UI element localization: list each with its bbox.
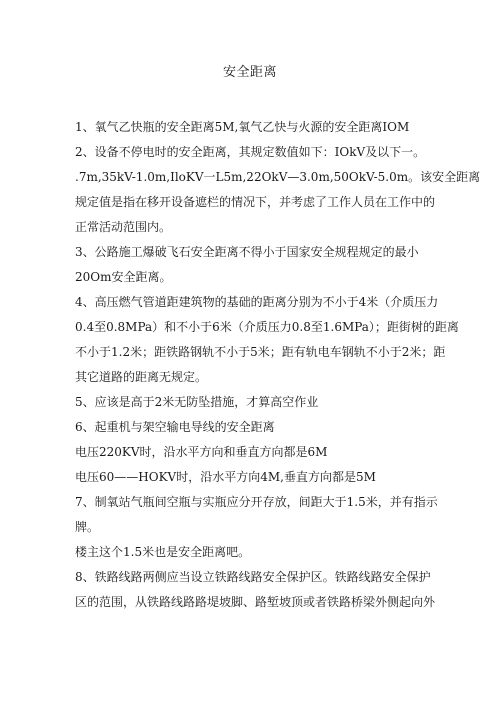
text-line: 电压60——HOKV时，沿水平方向4M,垂直方向都是5M [75,470,376,484]
text-line: 20Om安全距离。 [75,270,172,284]
text-line: .7m,35kV-1.0m,IloKV一L5m,22OkV—3.0m,50OkV-5.0m。该安全距离 [75,170,481,184]
text-line: 8、铁路线路两侧应当设立铁路线路安全保护区。铁路线路安全保护 [75,570,431,584]
text-line: 4、高压燃气管道距建筑物的基础的距离分别为不小于4米（介质压力 [75,295,439,309]
text-line: 1、氧气乙快瓶的安全距离5M,氧气乙快与火源的安全距离IOM [75,120,410,134]
text-line: 6、起重机与架空输电导线的安全距离 [75,420,275,434]
text-line: 正常活动范围内。 [75,220,172,234]
text-line: 2、设备不停电时的安全距离，其规定数值如下：IOkV及以下一。 [75,145,426,159]
text-line: 5、应该是高于2米无防坠措施，才算高空作业 [75,395,319,409]
text-line: 规定值是指在移开设备遮栏的情况下，并考虑了工作人员在工作中的 [75,195,436,209]
document-body [75,115,481,615]
text-line: 不小于1.2米；距铁路钢轨不小于5米；距有轨电车钢轨不小于2米；距 [75,345,446,359]
text-line: 7、制氧站气瓶间空瓶与实瓶应分开存放，间距大于1.5米，并有指示 [75,495,438,509]
text-line: 其它道路的距离无规定。 [75,370,208,384]
document-title: 安全距离 [222,65,277,80]
text-line: 区的范围，从铁路线路路堤坡脚、路堑坡顶或者铁路桥梁外侧起向外 [75,595,436,609]
text-line: 0.4至0.8MPa）和不小于6米（介质压力0.8至1.6MPa）；距街树的距离 [75,320,459,334]
text-line: 牌。 [75,520,100,534]
text-line: 楼主这个1.5米也是安全距离吧。 [75,545,251,559]
text-line: 3、公路施工爆破飞石安全距离不得小于国家安全规程规定的最小 [75,245,419,259]
text-line: 电压220KV时，沿水平方向和垂直方向都是6M [75,445,328,459]
